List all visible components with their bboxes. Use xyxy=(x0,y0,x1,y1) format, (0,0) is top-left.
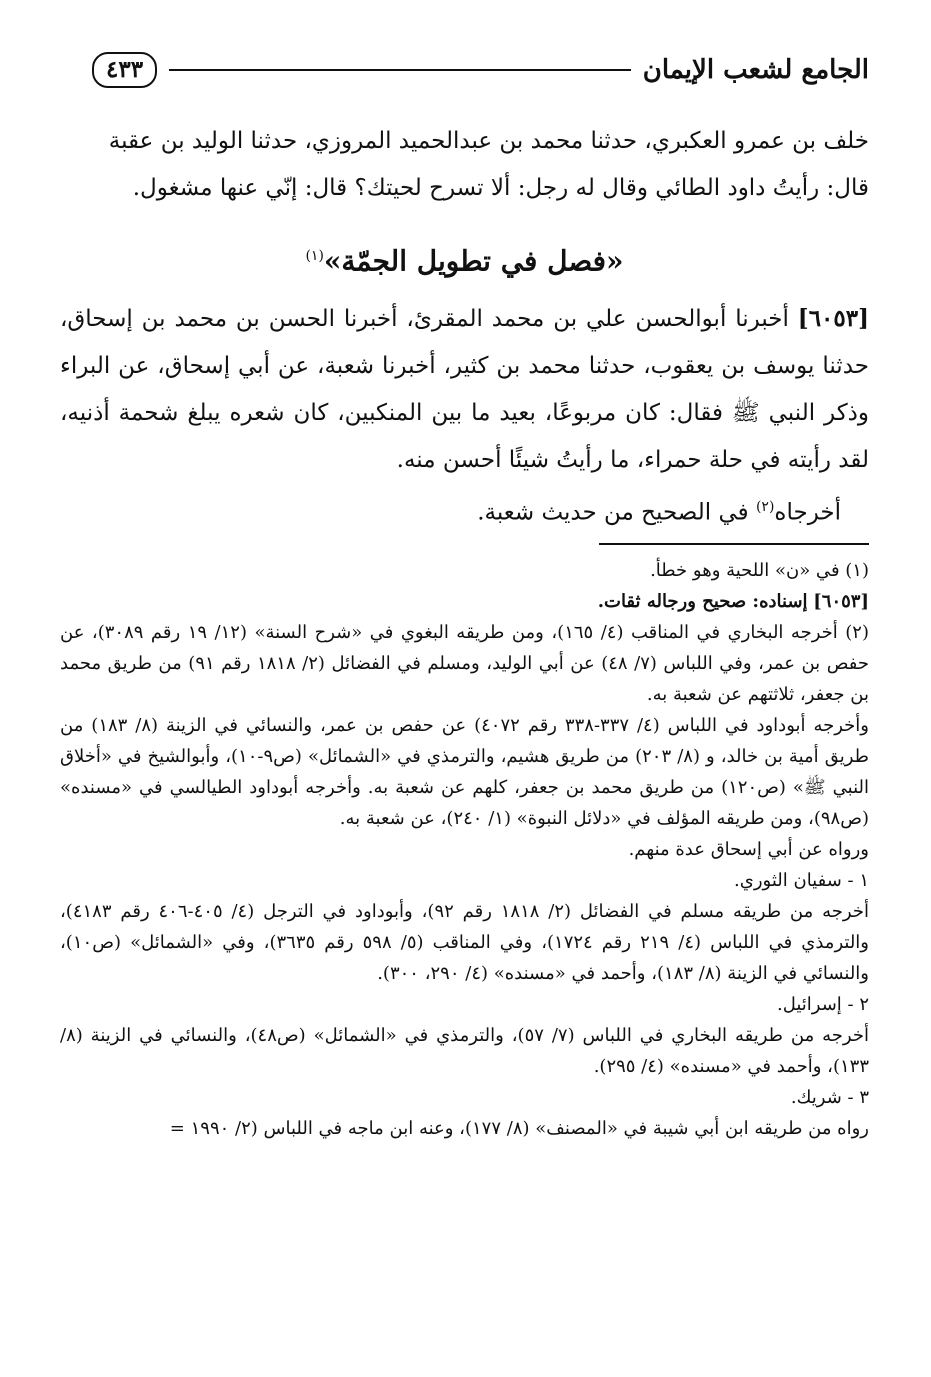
grading-text: إسناده: صحيح ورجاله ثقات. xyxy=(597,590,808,612)
header-rule xyxy=(169,69,631,71)
page-content xyxy=(60,118,869,1144)
footnote-separator xyxy=(599,543,869,545)
grading-number: [٦٠٥٣] xyxy=(813,590,869,612)
book-title: الجامع لشعب الإيمان xyxy=(642,55,869,85)
hadith-text: أخبرنا أبوالحسن علي بن محمد المقرئ، أخبرنا الحسن بن محمد بن إسحاق، حدثنا يوسف بن يعقوب، حدثنا محمد بن كثير، أخبرنا شعبة، عن أبي إسحاق، عن البراء وذكر النبي ﷺ فقال: كان مربوعًا، بعيد ما بين المنكبين، كان شعره يبلغ شحمة أذنيه، لقد رأيته في حلة حمراء، ما رأيتُ شيئًا أحسن منه. xyxy=(60,306,869,474)
narrator-heading: ٣ - شريك. xyxy=(790,1086,869,1108)
footnote-2-paragraph: رواه من طريقه ابن أبي شيبة في «المصنف» (٨/ ١٧٧)، وعنه ابن ماجه في اللباس (٢/ ١٩٩٠ = xyxy=(169,1117,869,1139)
takhrij-pre: أخرجاه xyxy=(774,499,841,526)
footnote-2-paragraph: ورواه عن أبي إسحاق عدة منهم. xyxy=(628,838,869,860)
hadith-number: [٦٠٥٣] xyxy=(797,305,869,333)
section-heading xyxy=(60,228,869,289)
footnote-2-paragraph: أخرجه من طريقه مسلم في الفضائل (٢/ ١٨١٨ رقم ٩٢)، وأبوداود في الترجل (٤/ ٤٠٥-٤٠٦ رقم ٤١٨٣)، والترمذي في اللباس (٤/ ٢١٩ رقم ١٧٢٤)، وفي المناقب (٥/ ٥٩٨ رقم ٣٦٣٥)، وفي «الشمائل» (ص١٠)، والنسائي في الزينة (٨/ ١٨٣)، وأحمد في «مسنده» (٤/ ٢٩٠، ٣٠٠). xyxy=(60,900,869,984)
section-heading-text: «فصل في تطويل الجمّة» xyxy=(323,244,624,278)
footnote-ref: (١) xyxy=(305,248,324,264)
intro-line: خلف بن عمرو العكبري، حدثنا محمد بن عبدالحميد المروزي، حدثنا الوليد بن عقبة xyxy=(108,128,869,154)
narrator-heading: ٢ - إسرائيل. xyxy=(776,993,869,1015)
page-number: ٤٣٣ xyxy=(92,52,157,88)
footnote-2: (٢) أخرجه البخاري في المناقب (٤/ ١٦٥)، ومن طريقه البغوي في «شرح السنة» (١٢/ ١٩ رقم ٣٠٨٩)، عن حفص بن عمر، وفي اللباس (٧/ ٤٨) عن أبي الوليد، ومسلم في الفضائل (٢/ ١٨١٨ رقم ٩١) من طريق محمد بن جعفر، ثلاثتهم عن شعبة به. xyxy=(60,621,869,705)
grading-note xyxy=(60,586,869,617)
running-header xyxy=(92,40,869,100)
footnotes xyxy=(60,555,869,1144)
takhrij-post: في الصحيح من حديث شعبة. xyxy=(477,499,749,526)
footnote-2-paragraph: أخرجه من طريقه البخاري في اللباس (٧/ ٥٧)، والترمذي في «الشمائل» (ص٤٨)، والنسائي في الزينة (٨/ ١٣٣)، وأحمد في «مسنده» (٤/ ٢٩٥). xyxy=(60,1024,869,1077)
narrator-heading: ١ - سفيان الثوري. xyxy=(734,869,869,891)
intro-line: قال: رأيتُ داود الطائي وقال له رجل: ألا تسرح لحيتك؟ قال: إنّي عنها مشغول. xyxy=(132,175,869,201)
takhrij-line xyxy=(60,484,869,537)
footnote-2-paragraph: وأخرجه أبوداود في اللباس (٤/ ٣٣٧-٣٣٨ رقم ٤٠٧٢) عن حفص بن عمر، والنسائي في الزينة (٨/ ١٨٣) من طريق أمية بن خالد، و (٨/ ٢٠٣) من طريق هشيم، والترمذي في «الشمائل» (ص٩-١٠)، وأبوالشيخ في «أخلاق النبي ﷺ» (ص١٢٠) من طريق محمد بن جعفر، كلهم عن شعبة به. وأخرجه أبوداود الطيالسي في «مسنده» (ص٩٨)، ومن طريقه المؤلف في «دلائل النبوة» (١/ ٢٤٠)، عن شعبة به. xyxy=(60,714,869,829)
hadith-paragraph xyxy=(60,295,869,484)
footnote-1: (١) في «ن» اللحية وهو خطأ. xyxy=(650,559,869,581)
footnote-ref: (٢) xyxy=(755,499,775,516)
